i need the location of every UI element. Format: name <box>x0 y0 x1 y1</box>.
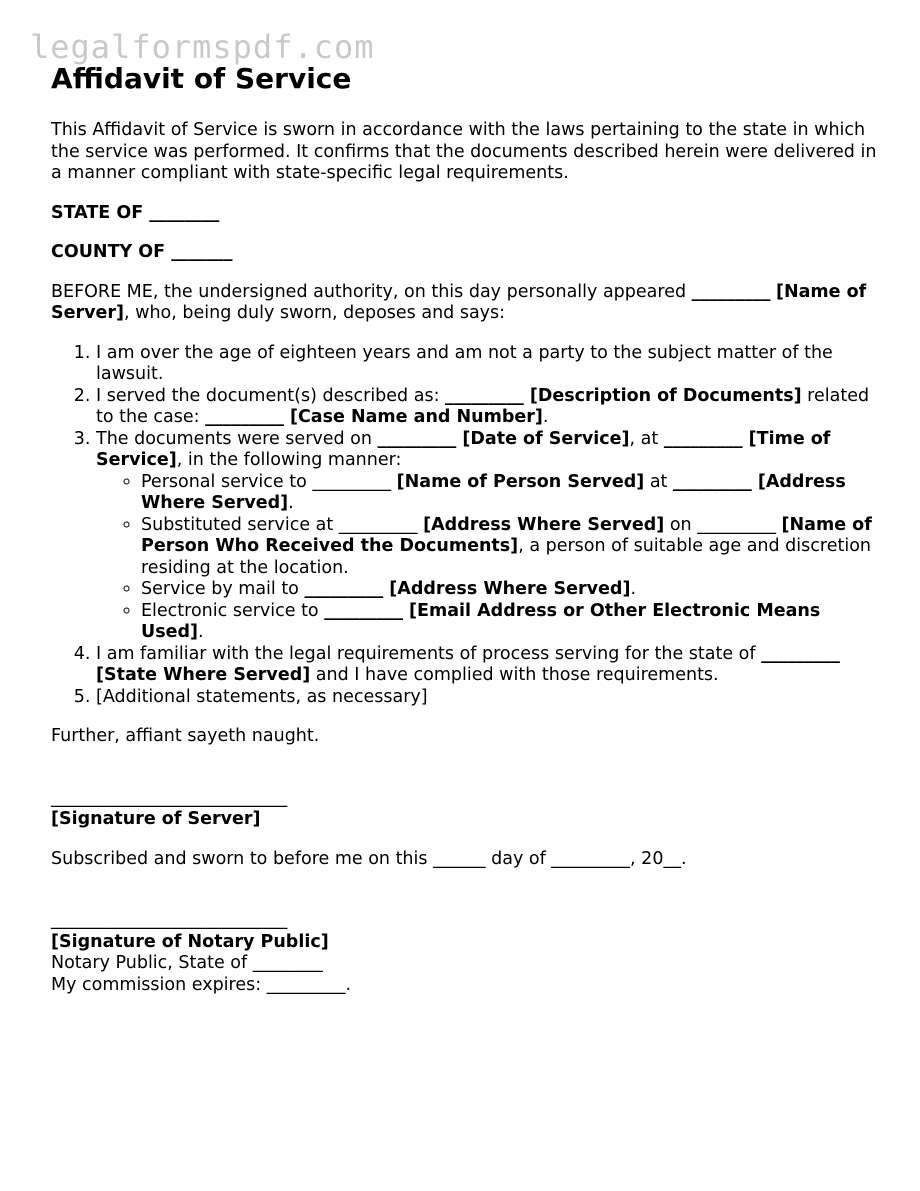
server-signature-block <box>51 788 881 831</box>
intro-paragraph: This Affidavit of Service is sworn in accordance with the laws pertaining to the state in which the service was performed. It confirms that the documents described herein were delivered in a manner compliant with state-specific legal requirements. <box>51 120 877 183</box>
county-line: COUNTY OF _______ <box>51 242 233 262</box>
server-signature-label: [Signature of Server] <box>51 809 261 829</box>
subscribed-statement: Subscribed and sworn to before me on this ______ day of _________, 20__. <box>51 848 687 869</box>
signature-line: ___________________________ <box>51 910 288 930</box>
before-me-rest: , who, being duly sworn, deposes and says: <box>124 303 506 323</box>
sub-list-item: ◦ Service by mail to _________ [Address Where Served]. <box>141 579 881 601</box>
before-me-text: BEFORE ME, the undersigned authority, on this day personally appeared <box>51 281 692 302</box>
watermark: legalformspdf.com <box>30 28 375 66</box>
list-item: 4. I am familiar with the legal requirements of process serving for the state of _________ [State Where Served] and I have complied with those requirements. <box>96 644 881 687</box>
further-statement: Further, affiant sayeth naught. <box>51 726 320 746</box>
commission-expires-line: My commission expires: _________. <box>51 974 352 995</box>
list-item: 2. I served the document(s) described as: _________ [Description of Documents] related to the case: _________ [Case Name and Number]. <box>96 386 881 429</box>
state-line: STATE OF ________ <box>51 202 220 223</box>
signature-line: ___________________________ <box>51 787 288 808</box>
document-page <box>51 62 881 996</box>
list-item: 1. I am over the age of eighteen years and am not a party to the subject matter of the lawsuit. <box>96 343 881 386</box>
sub-list-item: ◦ Electronic service to _________ [Email Address or Other Electronic Means Used]. <box>141 601 881 644</box>
statements-list <box>51 343 881 709</box>
server-name-field: [Name of Server] <box>51 281 867 323</box>
notary-signature-label: [Signature of Notary Public] <box>51 931 329 952</box>
server-name-blank: _________ <box>691 281 771 302</box>
list-item: 3. The documents were served on _________ [Date of Service], at _________ [Time of Service], in the following manner: ◦ Personal service to _________ [Name of Person Served] at _________ [Address Where Served]. ◦ Substituted service at _________ [Address Where Served] on _________ [Name of Person Who Received the Documents], a person of suitable age and discretion residing at the location. ◦ Service by mail to _________ [Address Where Served]. ◦ Electronic service to _________ [Email Address or Other Electronic Means Used]. <box>96 429 881 644</box>
before-me-paragraph <box>51 282 881 325</box>
sub-list-item: ◦ Personal service to _________ [Name of Person Served] at _________ [Address Where Served]. <box>141 472 881 515</box>
notary-signature-block <box>51 910 881 996</box>
notary-state-line: Notary Public, State of ________ <box>51 953 323 973</box>
list-item: 5. [Additional statements, as necessary] <box>96 687 881 709</box>
service-methods-list <box>96 472 881 644</box>
page-title: Affidavit of Service <box>51 62 352 95</box>
sub-list-item: ◦ Substituted service at _________ [Address Where Served] on _________ [Name of Person Who Received the Documents], a person of suitable age and discretion residing at the location. <box>141 515 881 580</box>
